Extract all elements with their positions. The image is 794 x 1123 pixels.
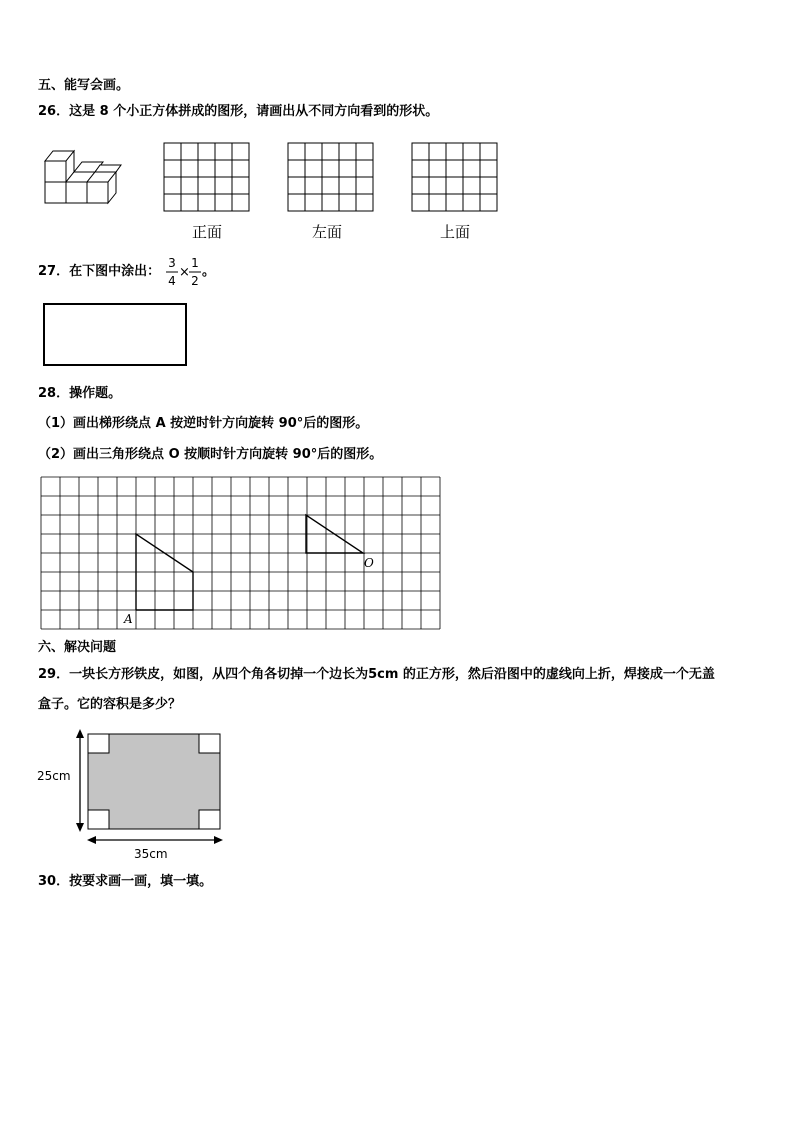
question-30-text: 30．按要求画一画，填一填。 [38, 874, 213, 889]
label-left-view: 左面 [312, 223, 343, 241]
rotation-grid[interactable] [41, 477, 440, 629]
section-heading-6: 六、解决问题 [38, 640, 117, 655]
corner-cut-br [199, 810, 220, 829]
grid-left[interactable] [288, 143, 373, 211]
fraction-1-denominator: 4 [168, 274, 176, 288]
width-label: 35cm [134, 847, 168, 861]
corner-cut-tr [199, 734, 220, 753]
question-27-text: 27．在下图中涂出： [38, 264, 161, 279]
question-29-line1: 29．一块长方形铁皮，如图，从四个角各切掉一个边长为5cm 的正方形，然后沿图中的虚线向上折，焊接成一个无盖 [38, 667, 715, 682]
corner-cut-tl [88, 734, 109, 753]
fraction-1-numerator: 3 [168, 256, 176, 270]
cube-figure [45, 151, 121, 203]
fraction-2-numerator: 1 [191, 256, 199, 270]
label-top-view: 上面 [440, 223, 471, 241]
point-O-label: O [364, 556, 374, 570]
question-27-suffix: 。 [202, 264, 216, 279]
label-front-view: 正面 [192, 223, 223, 241]
section-heading-5: 五、能写会画。 [38, 78, 130, 93]
iron-sheet-figure [76, 729, 223, 844]
shading-rectangle[interactable] [44, 304, 186, 365]
question-26-text: 26．这是 8 个小正方体拼成的图形，请画出从不同方向看到的形状。 [38, 104, 439, 119]
times-sign: × [179, 265, 190, 280]
grid-top[interactable] [412, 143, 497, 211]
corner-cut-bl [88, 810, 109, 829]
height-label: 25cm [37, 769, 71, 783]
question-28-part2: （2）画出三角形绕点 O 按顺时针方向旋转 90°后的图形。 [38, 447, 383, 462]
question-28-part1: （1）画出梯形绕点 A 按逆时针方向旋转 90°后的图形。 [38, 416, 369, 431]
question-29-line2: 盒子。它的容积是多少？ [38, 697, 182, 712]
fraction-2-denominator: 2 [191, 274, 199, 288]
point-A-label: A [124, 612, 133, 626]
grid-front[interactable] [164, 143, 249, 211]
question-28-title: 28．操作题。 [38, 386, 122, 401]
